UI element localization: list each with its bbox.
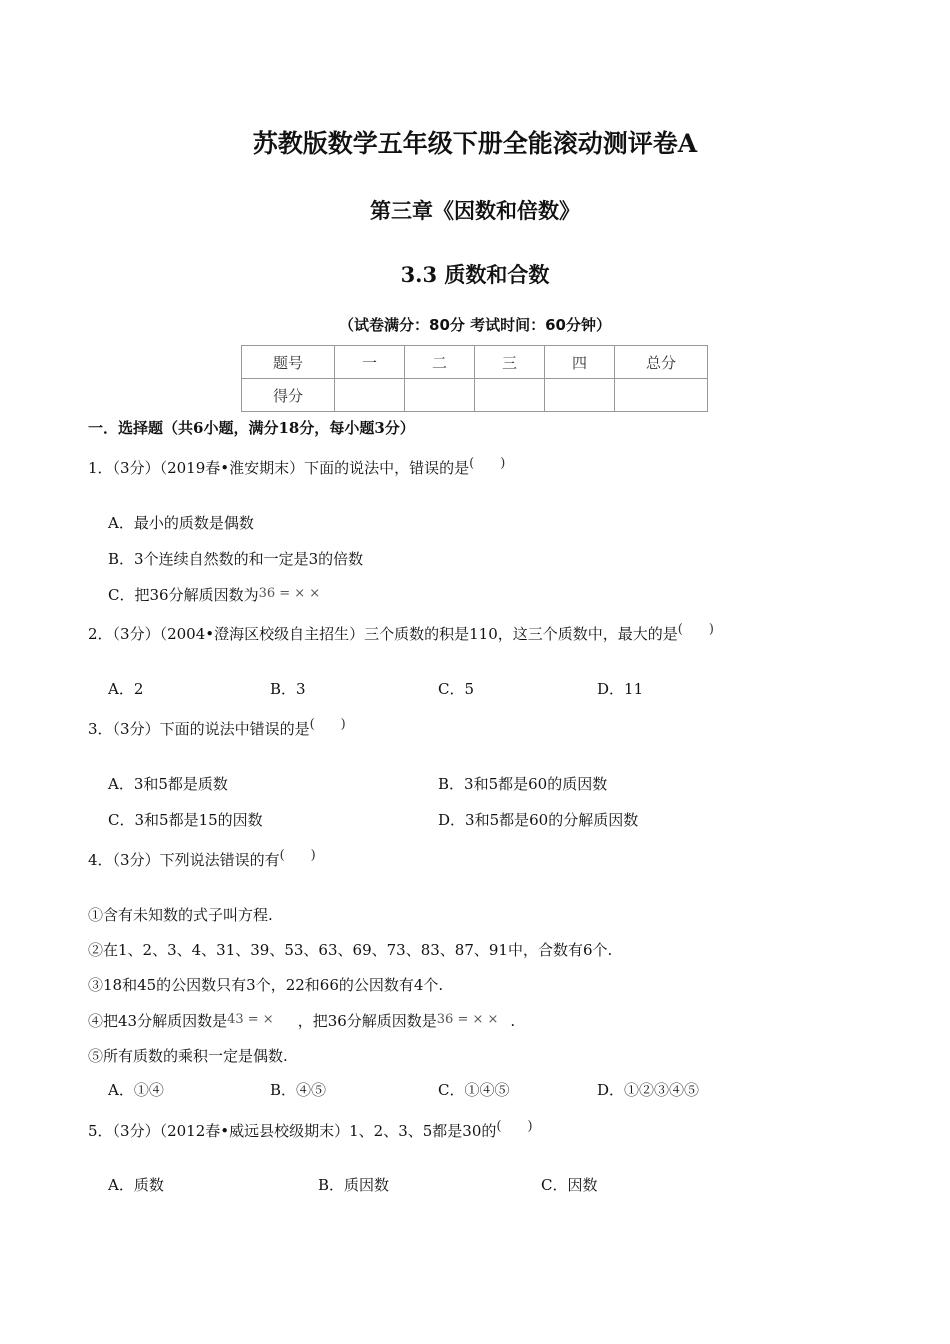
question-4 [88, 849, 316, 870]
q1-option-a[interactable]: A．最小的质数是偶数 [108, 514, 254, 532]
q4-option-d[interactable]: D．①②③④⑤ [597, 1081, 700, 1099]
q3-option-c[interactable]: C．3和5都是15的因数 [108, 811, 263, 829]
q2-option-d[interactable]: D．11 [597, 680, 644, 698]
score-table-score-row [242, 379, 708, 412]
q4-option-c[interactable]: C．①④⑤ [438, 1081, 510, 1099]
score-header-cell: 总分 [615, 346, 708, 379]
score-cell[interactable] [615, 379, 708, 412]
q4-statement-2: ②在1、2、3、4、31、39、53、63、69、73、83、87、91中，合数有6个. [88, 941, 613, 959]
q5-option-b[interactable]: B．质因数 [318, 1176, 390, 1194]
question-3 [88, 718, 346, 739]
q2-option-b[interactable]: B．3 [270, 680, 306, 698]
question-3-stem: 3．（3分）下面的说法中错误的是 [88, 720, 310, 738]
score-header-cell: 二 [405, 346, 475, 379]
q2-option-c[interactable]: C．5 [438, 680, 475, 698]
score-cell[interactable] [335, 379, 405, 412]
score-header-cell: 四 [545, 346, 615, 379]
answer-paren: ( ) [309, 717, 346, 732]
math-expression: 36 = × × [436, 1012, 499, 1027]
q3-option-a[interactable]: A．3和5都是质数 [108, 775, 228, 793]
question-1-stem: 1．（3分）（2019春•淮安期末）下面的说法中，错误的是 [88, 459, 470, 477]
q2-option-a[interactable]: A．2 [108, 680, 144, 698]
question-5 [88, 1120, 533, 1141]
score-header-cell: 题号 [242, 346, 335, 379]
q3-option-b[interactable]: B．3和5都是60的质因数 [438, 775, 608, 793]
score-table-header-row [242, 346, 708, 379]
q4-statement-4-end: . [510, 1012, 516, 1030]
question-2 [88, 623, 714, 644]
answer-paren: ( ) [279, 848, 316, 863]
question-4-stem: 4．（3分）下列说法错误的有 [88, 851, 280, 869]
score-cell[interactable] [545, 379, 615, 412]
score-cell[interactable] [475, 379, 545, 412]
question-1 [88, 457, 505, 478]
answer-paren: ( ) [496, 1119, 533, 1134]
math-expression: 36 = × × [258, 586, 321, 601]
score-table [241, 345, 708, 412]
question-5-stem: 5．（3分）（2012春•威远县校级期末）1、2、3、5都是30的 [88, 1122, 497, 1140]
section-heading: 一．选择题（共6小题，满分18分，每小题3分） [88, 419, 415, 437]
score-cell[interactable] [405, 379, 475, 412]
q4-statement-4-part-b: ，把36分解质因数是 [297, 1012, 437, 1030]
question-2-stem: 2．（3分）（2004•澄海区校级自主招生）三个质数的积是110，这三个质数中，最大的是 [88, 625, 678, 643]
q4-option-a[interactable]: A．①④ [108, 1081, 164, 1099]
q5-option-c[interactable]: C．因数 [541, 1176, 598, 1194]
q4-statement-5: ⑤所有质数的乘积一定是偶数. [88, 1047, 288, 1065]
answer-paren: ( ) [469, 456, 506, 471]
exam-info: （试卷满分：80分 考试时间：60分钟） [339, 316, 611, 334]
score-header-cell: 三 [475, 346, 545, 379]
q4-statement-3: ③18和45的公因数只有3个，22和66的公因数有4个. [88, 976, 444, 994]
chapter-title: 第三章《因数和倍数》 [370, 198, 580, 223]
page-title: 苏教版数学五年级下册全能滚动测评卷A [252, 129, 698, 158]
q4-option-b[interactable]: B．④⑤ [270, 1081, 327, 1099]
q4-statement-4-part-a: ④把43分解质因数是 [88, 1012, 228, 1030]
q1-option-c[interactable] [108, 584, 320, 605]
section-title: 3.3 质数和合数 [400, 262, 550, 287]
q3-option-d[interactable]: D．3和5都是60的分解质因数 [438, 811, 639, 829]
score-row-label: 得分 [242, 379, 335, 412]
score-header-cell: 一 [335, 346, 405, 379]
answer-paren: ( ) [677, 622, 714, 637]
q4-statement-4 [88, 1010, 515, 1031]
q1-option-c-text: C．把36分解质因数为 [108, 586, 259, 604]
q4-statement-1: ①含有未知数的式子叫方程. [88, 906, 273, 924]
math-expression: 43 = × [227, 1012, 274, 1027]
q5-option-a[interactable]: A．质数 [108, 1176, 164, 1194]
q1-option-b[interactable]: B．3个连续自然数的和一定是3的倍数 [108, 550, 364, 568]
